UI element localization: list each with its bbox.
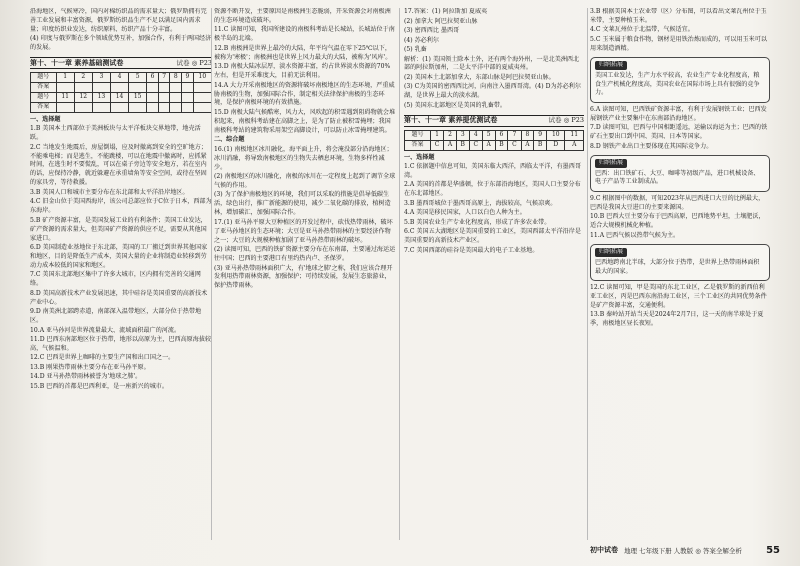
answer-item: 15.D 南极大陆气候酷寒，风力大，风吹起的积雪遇到阻碍物就会堆积起来，南极科考站建在高脚之上，是为了防止被积雪掩埋；我国南极科考站的建筑物采用架空高脚设计，可以防止冰雪掩埋建筑。 <box>214 108 396 134</box>
answer-item: (5) 乳畜 <box>404 46 427 53</box>
table-cell <box>170 92 182 102</box>
table-cell <box>182 92 194 102</box>
table-cell <box>92 83 110 93</box>
answer-item: 2.C 当地发生地震后，房屋倒塌，应及时撤离到安全的空旷地方；不能乘电梯；而是逃生，不能跳楼，可以在地震中撤离时，应抓紧时间，在逃生时不要慌乱，可以在桌子旁边等安全地方，若在室内的话，应保持冷静，就近躲避在承重墙角等安全空间，或待在坚固的家具旁，等待救援。 <box>30 143 207 187</box>
answer-item: 3.B 墨西哥城位于墨西哥高原上，海拔较高，气候凉爽。 <box>404 199 557 207</box>
section-title: 第十、十一章 素养基础测试卷 <box>30 57 124 67</box>
answer-item: 6.A 读图可知，巴西铁矿资源丰富，有利于发展钢铁工业；巴西发展钢铁产业主要集中在东南部沿海地区。 <box>590 105 767 122</box>
answer-item: 16.(1) 南极地区冰川融化，海平面上升，将会淹没部分沿海地区；冰川消融，将导致南极地区的生物失去栖息环境，生物多样性减少。 <box>214 145 393 171</box>
table-cell <box>158 92 170 102</box>
table-cell <box>74 102 92 112</box>
answer-item: 11.C 读图可知，我国所建设的南极科考站是长城站，长城站位于南极半岛的北端。 <box>214 26 395 43</box>
table-cell: 4 <box>469 130 482 140</box>
answer-item: 4.C 文莱瓦州位于北温带，气候适宜。 <box>590 26 694 34</box>
column-divider <box>587 8 588 540</box>
table-cell: 9 <box>534 130 547 140</box>
summary-box <box>590 155 770 192</box>
box-text: 美国工业发达，生产力水平较高，农业生产专业化程度高，粮食生产机械化程度高，美国农业在国际市场上具有很强的竞争力。 <box>595 71 760 97</box>
answer-item: (2) 南极地区的冰川融化，南极的冰川在一定程度上起到了调节全球气候的作用。 <box>214 173 396 189</box>
answer-item: 2.A 美国的首都是华盛顿，位于东部沿海地区，美国人口主要分布在东北部地区。 <box>404 181 581 198</box>
answer-item: (3) 为了保护南极地区的环境，我们可以采取的措施是倡导低碳生活，绿色出行，推广新能源的使用，减少二氧化碳的排放，植树造林，增加碳汇，加强国际合作。 <box>214 191 391 217</box>
table-cell: 题号 <box>405 130 431 140</box>
table-cell <box>147 92 159 102</box>
paragraph: 沿海地区，气候寒冷，国内对棉纺织品的需求量大；俄罗斯拥有完善工业发展和丰富资源，俄罗斯纺织品生产不足以满足国内需求量；印度纺织业发达，纺织原料、纺织产品十分丰富。 <box>30 8 207 33</box>
table-cell: 1 <box>431 130 444 140</box>
answer-item: 3.B 美国人口和城市主要分布在东北部和太平洋沿岸地区。 <box>30 188 189 196</box>
table-cell: 11 <box>56 92 74 102</box>
table-cell: 2 <box>444 130 457 140</box>
answer-item: 1.B 美国本土西部位于美洲板块与太平洋板块交界地带，地壳活跃。 <box>30 125 201 142</box>
answer-item: 7.C 美国东北部地区集中了许多大城市，区内拥有完善的交通网络。 <box>30 271 201 288</box>
table-cell <box>158 83 170 93</box>
table-cell: 7 <box>158 73 170 83</box>
answer-item: (3) 亚马孙热带雨林面积广大，有'地球之肺'之称，我们应该合理开发利用热带雨林资源，加强保护；可持续发展，发展生态旅游业，保护热带雨林。 <box>214 264 393 290</box>
answer-item: (2) 读图可知，巴西的铁矿资源主要分布在东南部，主要通过海运运往中国；巴西的主要港口有里约热内卢、圣保罗。 <box>214 246 396 262</box>
table-cell: 5 <box>129 73 147 83</box>
answer-item: 17.答案：(1) 阿拉斯加 夏威夷 <box>404 8 488 15</box>
answer-item: 14.D 亚马孙热带雨林被誉为'地球之肺'。 <box>30 373 142 381</box>
table-cell: 4 <box>110 73 128 83</box>
answer-item: 8.D 钢铁产业出口主要体现在其国际竞争力。 <box>590 142 713 150</box>
answer-item: 4.A 美国是移民国家，人口以白色人种为主。 <box>404 209 526 217</box>
table-cell: 题号 <box>31 73 57 83</box>
answer-item: (3) C为美国的密西西比河，向南注入墨西哥湾。(4) D为苏必利尔湖，是世界上最大的淡水湖。 <box>404 83 581 100</box>
answer-item: 9.C 根据图中的数据，可知2023年从巴西进口大豆的比例最大，巴西是我国大豆进口的主要来源国。 <box>590 194 765 211</box>
section-ref: 试卷 ◎ P23 <box>176 58 212 67</box>
table-row <box>31 83 212 93</box>
table-row <box>31 73 212 83</box>
table-cell: 9 <box>182 73 194 83</box>
answer-item: 12.C 读图可知，甲是美国的东北工业区，乙是俄罗斯的新西伯利亚工业区，丙是巴西东南沿海工业区，三个工业区的共同优势条件是矿产资源丰富，交通便利。 <box>590 284 767 309</box>
table-cell <box>147 83 159 93</box>
column-2 <box>214 8 396 538</box>
table-cell <box>193 83 211 93</box>
table-cell: 2 <box>74 73 92 83</box>
answer-grid <box>404 130 584 151</box>
summary-box <box>590 244 770 281</box>
summary-box <box>590 57 770 103</box>
answer-item: 12.C 巴西是世界上咖啡的主要生产国和出口国之一。 <box>30 354 175 362</box>
table-cell: A <box>521 140 534 150</box>
answer-item: 9.D 南美洲北部跨赤道，南部深入温带地区，大部分位于热带地区。 <box>30 308 202 325</box>
page-footer <box>590 544 780 556</box>
table-row <box>405 130 584 140</box>
answer-item: 6.D 美国制造业基地位于东北部，美国的工厂搬迁到世界其他国家和地区，目的是降低生产成本，美国大量的企业将制造业转移到劳动力成本较低的国家和地区。 <box>30 244 208 269</box>
answer-item: 10.A 亚马孙河是世界流量最大、流域面积最广的河流。 <box>30 326 181 334</box>
table-cell <box>56 102 74 112</box>
table-cell: 1 <box>56 73 74 83</box>
paragraph: (4) 印度与俄罗斯在多个领域优势互补，加强合作，有利于两国经济的发展。 <box>30 35 212 52</box>
table-cell: B <box>534 140 547 150</box>
table-cell <box>92 102 110 112</box>
table-cell: 7 <box>508 130 521 140</box>
table-cell: 12 <box>74 92 92 102</box>
table-cell <box>170 83 182 93</box>
answer-item: 4.C 旧金山位于美国西海岸，该公司总部应位于C位于日本，西部为东海岸。 <box>30 198 212 215</box>
footer-subject: 地理 七年级下册 人教版 ◎ 答案全解全析 <box>624 546 742 555</box>
answer-item: 10.B 巴西大豆主要分布于巴西高原，巴西地势平坦，土壤肥沃，适合大规模机械化种植。 <box>590 213 765 230</box>
table-cell <box>193 102 211 112</box>
answer-item: (5) 美国东北部地区是美国的乳畜带。 <box>404 101 506 109</box>
answer-item: 17.(1) 亚马孙平原大豆种植区的开发过程中，砍伐热带雨林，破坏了亚马孙地区的生态环境；大豆是亚马孙热带雨林的主要经济作物之一；大豆的大规模种植加剧了亚马孙热带雨林的破坏。 <box>214 218 393 244</box>
table-cell: 10 <box>547 130 565 140</box>
column-1 <box>30 8 212 538</box>
table-cell: 8 <box>521 130 534 140</box>
section-header <box>404 115 584 127</box>
table-cell: C <box>508 140 521 150</box>
answer-item: 5.C 玉米属于粮食作物，钢材是用铁治炼而成的，可以用玉米可以用来制造酒精。 <box>590 35 767 52</box>
column-divider <box>399 8 400 540</box>
answer-item: (2) 加拿大 阿巴拉契亚山脉 <box>404 17 478 25</box>
table-cell: 14 <box>110 92 128 102</box>
answer-item: (3) 密西西比 墨西哥 <box>404 27 460 34</box>
answer-item: 15.B 巴西的首都是巴西利亚，是一座新兴的城市。 <box>30 382 168 390</box>
column-divider <box>211 8 212 540</box>
table-cell: D <box>547 140 565 150</box>
box-text: 巴西地跨南北半球，大部分位于热带，是世界上热带雨林面积最大的国家。 <box>595 258 760 275</box>
answer-item: 资源不断开发，主要原因是南极洲生态脆弱，开采资源会对南极洲的生态环境造成破坏。 <box>214 8 391 24</box>
section-header <box>30 57 212 69</box>
answer-item: 6.C 美国五大湖地区是美国重要的工业区，美国西部太平洋沿岸是美国重要的高新技术产业区。 <box>404 228 581 245</box>
table-cell: 5 <box>482 130 495 140</box>
table-cell: 6 <box>147 73 159 83</box>
table-cell <box>182 102 194 112</box>
table-cell: 题号 <box>31 92 57 102</box>
table-cell: A <box>444 140 457 150</box>
table-cell <box>129 102 147 112</box>
table-cell <box>147 102 159 112</box>
table-cell <box>193 92 211 102</box>
answer-item: 解析：(1) 美国领土除本土外，还有两个海外州，一是北美洲西北部的阿拉斯加州，二是太平洋中部的夏威夷州。 <box>404 55 580 72</box>
table-cell: 答案 <box>405 140 431 150</box>
table-row <box>31 92 212 102</box>
table-cell: 10 <box>193 73 211 83</box>
table-cell <box>74 83 92 93</box>
answer-item: 11.D 巴西东南部地区位于热带，地形以高原为主，巴西高原海拔较高，气候温和。 <box>30 336 212 352</box>
subheading: 二、综合题 <box>214 136 245 144</box>
page-number: 55 <box>766 544 780 556</box>
table-cell: A <box>565 140 584 150</box>
table-cell: 答案 <box>31 83 57 93</box>
table-cell: B <box>456 140 469 150</box>
answer-item: 12.B 南极洲是世界上最冷的大陆，年平均气温在零下25℃以下，被称为'寒极'；南极洲也是世界上风力最大的大陆，被称为'风库'。 <box>214 44 392 61</box>
answer-item: 5.B 美国农业生产专业化程度高，形成了许多农业带。 <box>404 218 551 226</box>
box-text: 巴西：出口铁矿石、大豆、咖啡等初级产品，进口机械设备、电子产品等工业制成品。 <box>595 169 760 186</box>
box-tag: 归纳拓展 <box>595 61 627 70</box>
table-cell <box>110 83 128 93</box>
table-cell: A <box>482 140 495 150</box>
table-cell <box>182 83 194 93</box>
column-3 <box>404 8 584 538</box>
subheading: 一、选择题 <box>404 153 435 161</box>
answer-item: 13.B 秦岭站开站当天是2024年2月7日，这一天的南半球处于夏季，南极地区昼长夜短。 <box>590 311 764 328</box>
table-cell: 3 <box>456 130 469 140</box>
answer-item: 3.B 根据美国本土农业带（区）分布图，可以看出文莱瓦州位于玉米带，主要种植玉米。 <box>590 8 767 24</box>
table-cell: 13 <box>92 92 110 102</box>
table-cell <box>110 102 128 112</box>
table-cell: 6 <box>495 130 508 140</box>
table-cell: C <box>469 140 482 150</box>
answer-item: 7.C 美国西部的硅谷是美国最大的电子工业基地。 <box>404 246 539 254</box>
table-row <box>31 102 212 112</box>
box-tag: 归纳拓展 <box>595 248 627 257</box>
series-logo: 初中试卷 <box>590 546 618 554</box>
column-4 <box>590 8 770 538</box>
table-cell <box>56 83 74 93</box>
table-cell <box>158 102 170 112</box>
box-tag: 归纳拓展 <box>595 159 627 168</box>
answer-item: 8.D 美国高新技术产业发展迅速，其中硅谷是美国重要的高新技术产业中心。 <box>30 289 208 306</box>
answer-item: 1.C 依据题中信息可知，美国东临大西洋，西临太平洋，有墨西哥湾。 <box>404 163 581 179</box>
table-cell: 8 <box>170 73 182 83</box>
table-cell <box>170 102 182 112</box>
answer-item: 5.B 矿产资源丰富，是美国发展工业的有利条件；美国工业发达，矿产资源的需求量大，但美国矿产资源的供应不足，需要从其他国家进口。 <box>30 216 207 242</box>
answer-item: 11.A 巴西气候以热带气候为主。 <box>590 231 680 239</box>
table-cell: C <box>431 140 444 150</box>
answer-item: (2) 美国本土北部加拿大，东部山脉是阿巴拉契亚山脉。 <box>404 73 555 81</box>
answer-item: 13.D 南极大陆冰层厚，淡水资源丰富，约占世界淡水资源的70%左右，但是开采难度大，目前无法利用。 <box>214 63 391 80</box>
answer-item: (4) 苏必利尔 <box>404 36 439 44</box>
table-cell: B <box>495 140 508 150</box>
answer-item: 13.B 刚果热带雨林主要分布在亚马孙平原。 <box>30 363 150 371</box>
section-ref: 试卷 ◎ P23 <box>548 116 584 125</box>
table-cell: 15 <box>129 92 147 102</box>
section-title: 第十、十一章 素养提优测试卷 <box>404 115 498 125</box>
table-cell: 3 <box>92 73 110 83</box>
table-cell <box>129 83 147 93</box>
table-cell: 答案 <box>31 102 57 112</box>
subheading: 一、选择题 <box>30 115 61 123</box>
answer-grid <box>30 72 212 113</box>
table-row <box>405 140 584 150</box>
answer-item: 7.D 读图可知，巴西与中国相距遥远，运输以海运为主；巴西的铁矿石主要出口到中国、美国、日本等国家。 <box>590 124 768 141</box>
answer-item: 14.A 大力开采南极地区的资源将破坏南极地区的生态环境，严重威胁南极的生物，加强国际合作，制定相关法律保护南极的生态环境，是保护南极环境的有效措施。 <box>214 81 395 107</box>
table-cell: 11 <box>565 130 584 140</box>
